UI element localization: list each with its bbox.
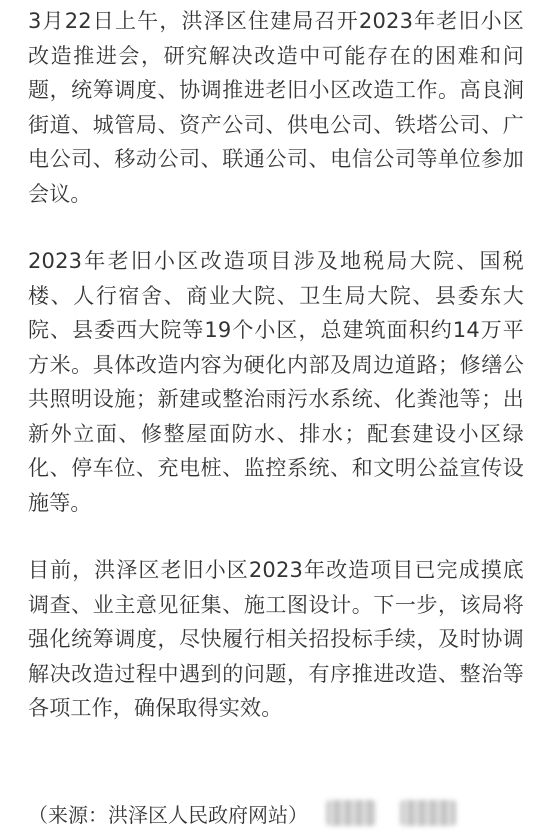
blurred-watermark [326, 800, 376, 826]
paragraph-project-scope: 2023年老旧小区改造项目涉及地税局大院、国税楼、人行宿舍、商业大院、卫生局大院、县委东大院、县委西大院等19个小区，总建筑面积约14万平方米。具体改造内容为硬化内部及周边道路；修缮公共照明设施；新建或整治雨污水系统、化粪池等；出新外立面、修整屋面防水、排水；配套建设小区绿化、停车位、充电桩、监控系统、和文明公益宣传设施等。 [28, 249, 524, 515]
source-text: （来源：洪泽区人民政府网站） [28, 802, 308, 827]
source-line [28, 796, 456, 830]
blurred-watermark [400, 800, 456, 826]
paragraph-progress: 目前，洪泽区老旧小区2023年改造项目已完成摸底调查、业主意见征集、施工图设计。下一步，该局将强化统筹调度，尽快履行相关招投标手续，及时协调解决改造过程中遇到的问题，有序推进改造、整治等各项工作，确保取得实效。 [28, 558, 524, 720]
article-body [28, 4, 524, 726]
paragraph-meeting: 3月22日上午，洪泽区住建局召开2023年老旧小区改造推进会，研究解决改造中可能存在的困难和问题，统筹调度、协调推进老旧小区改造工作。高良涧街道、城管局、资产公司、供电公司、铁塔公司、广电公司、移动公司、联通公司、电信公司等单位参加会议。 [28, 9, 524, 206]
